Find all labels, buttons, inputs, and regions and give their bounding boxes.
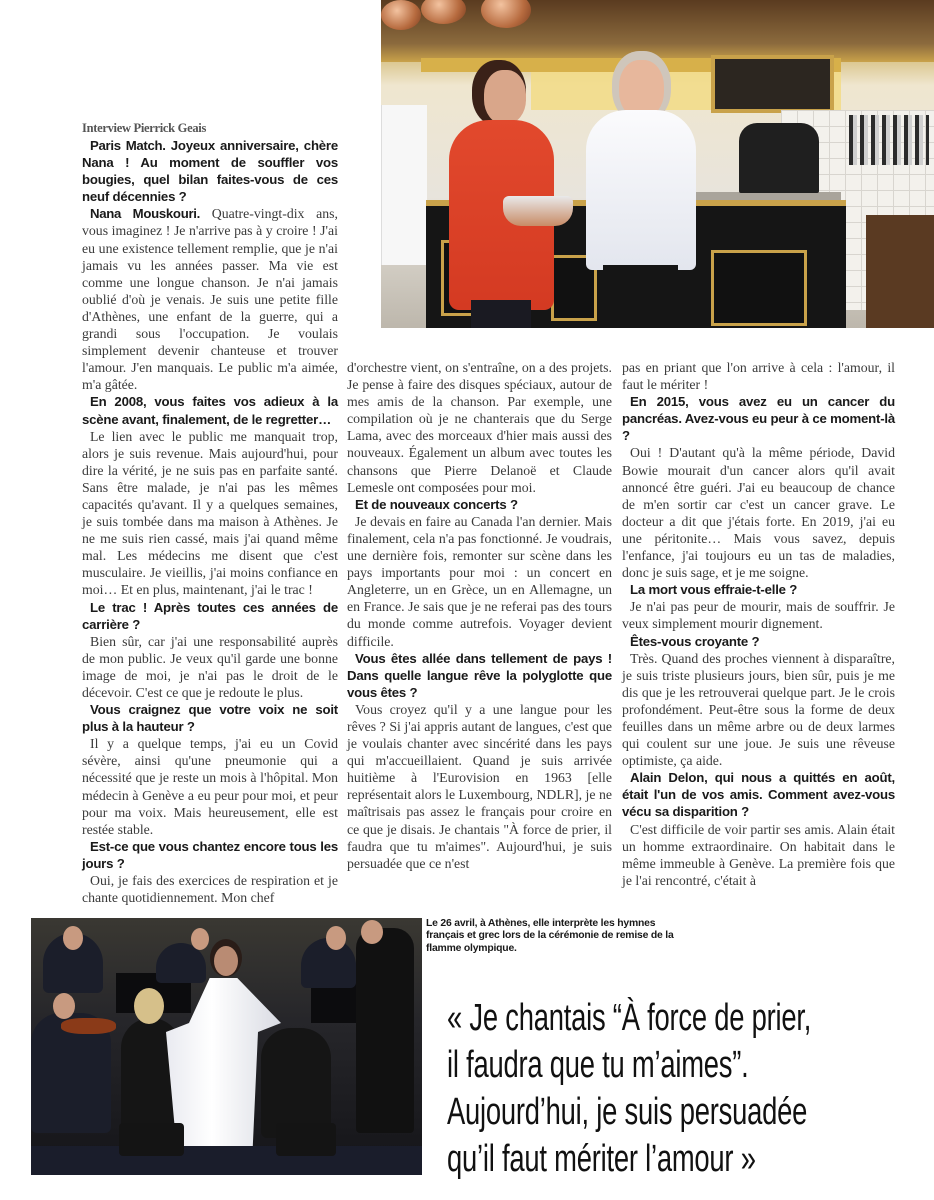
- interview-answer: [82, 205, 338, 393]
- paragraph-text: pas en priant que l'on arrive à cela : l'amour, il faut le mériter !: [622, 360, 895, 393]
- interview-question: [622, 769, 895, 820]
- interview-question: [622, 581, 895, 598]
- photo-cabinet: [866, 215, 934, 328]
- paragraph-text: Bien sûr, car j'ai une responsabilité auprès de mon public. Je veux qu'il garde une bonne image de moi, je n'ai pas le droit de le décevoir. C'est ce que je redoute le plus.: [82, 633, 338, 700]
- paragraph-text: Vous croyez qu'il y a une langue pour les rêves ? Si j'ai appris autant de langues, c'est que je voulais chanter avec sincérité dans les pays qui m'accueillaient. Quand je suis arrivée huitième à l'Eurovision en 1963 [elle représentait alors le Luxembourg, NDLR], je ne maîtrisais pas assez le français pour croire en ce que je disais. Je chantais "À force de prier, il faudra que tu m'aimes". Aujourd'hui, je suis persuadée que ce n'est: [347, 701, 612, 871]
- paragraph-text: Il y a quelque temps, j'ai eu un Covid sévère, ainsi qu'une pneumonie qui a nécessité que je reste un mois à l'hôpital. Mon médecin à Genève a eu peur pour moi, et peur pour ma voix. Mais heureusement, elle est restée stable.: [82, 736, 338, 837]
- interview-question: [82, 838, 338, 872]
- byline: Interview Pierrick Geais: [82, 121, 207, 135]
- photo-violin: [61, 1018, 116, 1034]
- pull-quote-line: « Je chantais “À force de prier,: [447, 997, 812, 1039]
- paragraph-text: Je devais en faire au Canada l'an dernier. Mais finalement, cela n'a pas fonctionné. Je voudrais, une dernière fois, remonter sur scène dans les pays importants pour moi : un concert en Angleterre, un en Grèce, un en Allemagne, un en France. Je sais que je ne referai pas des tours du monde comme autrefois. Voyager devient difficile.: [347, 513, 612, 649]
- photo-man-body: [586, 110, 696, 270]
- interview-question: [82, 137, 338, 205]
- paragraph-text: Le trac ! Après toutes ces années de carrière ?: [82, 599, 338, 632]
- kitchen-photo: [381, 0, 934, 328]
- interview-answer: [82, 872, 338, 906]
- paragraph-text: La mort vous effraie-t-elle ?: [630, 582, 798, 598]
- photo-face: [361, 920, 383, 944]
- speaker-name: Nana Mouskouri.: [90, 206, 201, 222]
- paragraph-text: d'orchestre vient, on s'entraîne, on a des projets. Je pense à faire des disques spéciaux, autour de mes amis de la chanson. Par exemple, une compilation où je ne chanterais que du Serge Lama, avec des morceaux d'hier mais aussi des nouveaux. Également un album avec toutes les chansons que Pierre Delanoë et Claude Lemesle ont composées pour moi.: [347, 360, 612, 495]
- pull-quote-line: Aujourd’hui, je suis persuadée: [447, 1091, 808, 1133]
- paragraph-text: Je n'ai pas peur de mourir, mais de souffrir. Je veux simplement mourir dignement.: [622, 599, 895, 632]
- paragraph-text: Oui, je fais des exercices de respiration et je chante quotidiennement. Mon chef: [82, 873, 338, 906]
- photo-face: [191, 928, 209, 950]
- interview-question: [82, 599, 338, 633]
- article-column-2: [347, 359, 612, 872]
- photo-stove-door: [711, 250, 807, 326]
- paragraph-text: Vous craignez que votre voix ne soit plus à la hauteur ?: [82, 702, 338, 735]
- paragraph-text: Êtes-vous croyante ?: [630, 633, 760, 649]
- photo-knives: [849, 115, 929, 165]
- pull-quote-line: il faudra que tu m’aimes”.: [447, 1044, 749, 1086]
- paragraph-text: En 2015, vous avez eu un cancer du pancréas. Avez-vous eu peur à ce moment-là ?: [622, 394, 895, 444]
- speaker-name: Paris Match.: [90, 138, 166, 153]
- interview-question: [622, 393, 895, 444]
- interview-question: [82, 393, 338, 427]
- photo-stage-speaker: [119, 1123, 184, 1156]
- interview-answer: [82, 428, 338, 599]
- pull-quote: [447, 995, 812, 1183]
- photo-violinist: [261, 1028, 331, 1138]
- photo-conductor: [356, 928, 414, 1133]
- photo-music-stand: [311, 983, 356, 1023]
- interview-answer: [347, 513, 612, 650]
- photo-singer-head: [214, 946, 238, 976]
- paragraph-text: Et de nouveaux concerts ?: [355, 496, 518, 512]
- paragraph-text: Est-ce que vous chantez encore tous les jours ?: [82, 838, 338, 871]
- interview-answer-continued: [347, 359, 612, 496]
- paragraph-text: Vous êtes allée dans tellement de pays ! Dans quelle langue rêve la polyglotte que vous êtes ?: [347, 650, 612, 700]
- photo-face: [326, 926, 346, 950]
- interview-answer: [347, 701, 612, 872]
- photo-caption: Le 26 avril, à Athènes, elle interprète les hymnes français et grec lors de la cérémonie de remise de la flamme olympique.: [426, 918, 674, 954]
- paragraph-text: Quatre-vingt-dix ans, vous imaginez ! Je n'arrive pas à y croire ! J'ai eu une existence tellement remplie, que je n'ai jamais vu les années passer. Ma vie est comme une longue chanson. Je n'ai jamais oublié d'où je venais. Je suis une petite fille d'Athènes, une enfant de la guerre, qui a grandi sous l'occupation. Je voulais simplement devenir chanteuse et trouver l'amour. J'en manquais. Le public m'a aimée, m'a gâtée.: [82, 206, 338, 393]
- photo-man-legs: [603, 265, 678, 328]
- photo-copper-pot: [503, 196, 573, 226]
- interview-answer-continued: [622, 359, 895, 393]
- photo-copper-pan: [381, 0, 421, 30]
- photo-woman-legs: [471, 300, 531, 328]
- interview-answer: [82, 633, 338, 701]
- article-column-1: [82, 137, 338, 906]
- interview-answer: [622, 444, 895, 581]
- paragraph-text: Oui ! D'autant qu'à la même période, David Bowie mourait d'un cancer alors qu'il avait annoncé être guéri. J'ai eu beaucoup de chance de m'en sortir car c'est un cancer grave. Le docteur a dit que j'étais forte. En 2019, j'ai eu une péritonite… Mais vous savez, depuis l'enfance, j'ai toujours eu un tas de maladies, donc je suis sage, et je me soigne.: [622, 445, 895, 581]
- article-column-3: [622, 359, 895, 889]
- paragraph-text: Le lien avec le public me manquait trop, alors je suis revenue. Mais aujourd'hui, pour dire la vérité, je ne suis pas en parfaite santé. Sans être malade, je n'ai pas les mêmes capacités qu'avant. Il y a quelques semaines, je suis tombée dans ma maison à Athènes. Je ne me suis rien cassé, mais j'ai quand même mal. Les médecins me disent que c'est musculaire. Je vieillis, j'ai moins confiance en moi… Et en plus, maintenant, j'ai le trac !: [82, 428, 338, 598]
- paragraph-text: Alain Delon, qui nous a quittés en août, était l'un de vos amis. Comment avez-vous vécu sa disparition ?: [622, 770, 895, 820]
- interview-question: [82, 701, 338, 735]
- photo-face: [134, 988, 164, 1024]
- photo-woman-head: [484, 70, 526, 124]
- interview-answer: [82, 735, 338, 838]
- photo-face: [53, 993, 75, 1019]
- paragraph-text: Très. Quand des proches viennent à disparaître, je suis triste plusieurs jours, bien sûr, puis je me dis que je les retrouverai quelque part. Je le crois profondément. Peut-être sous la forme de deux feuilles dans un même arbre ou de deux larmes qui coulent sur une joue. Je suis une rêveuse optimiste, ça aide.: [622, 650, 895, 769]
- interview-answer: [622, 650, 895, 770]
- paragraph-text: Joyeux anniversaire, chère Nana ! Au moment de souffler vos bougies, quel bilan faites-vous de ces neuf décennies ?: [82, 138, 338, 205]
- interview-answer: [622, 598, 895, 632]
- interview-question: [622, 633, 895, 650]
- photo-stage-floor: [31, 1146, 422, 1175]
- photo-face: [63, 926, 83, 950]
- pull-quote-line: qu’il faut mériter l’amour »: [447, 1138, 756, 1180]
- photo-stage-speaker: [276, 1123, 336, 1156]
- paragraph-text: En 2008, vous faites vos adieux à la scène avant, finalement, de le regretter…: [82, 394, 338, 427]
- concert-photo: [31, 918, 422, 1175]
- interview-question: [347, 650, 612, 701]
- photo-towel: [381, 105, 427, 265]
- photo-fireback: [739, 123, 819, 193]
- interview-answer: [622, 821, 895, 889]
- interview-question: [347, 496, 612, 513]
- paragraph-text: C'est difficile de voir partir ses amis. Alain était un homme extraordinaire. On habitait dans le même immeuble à Genève. La première fois que je l'ai rencontré, c'était à: [622, 821, 895, 888]
- photo-grill: [711, 55, 834, 113]
